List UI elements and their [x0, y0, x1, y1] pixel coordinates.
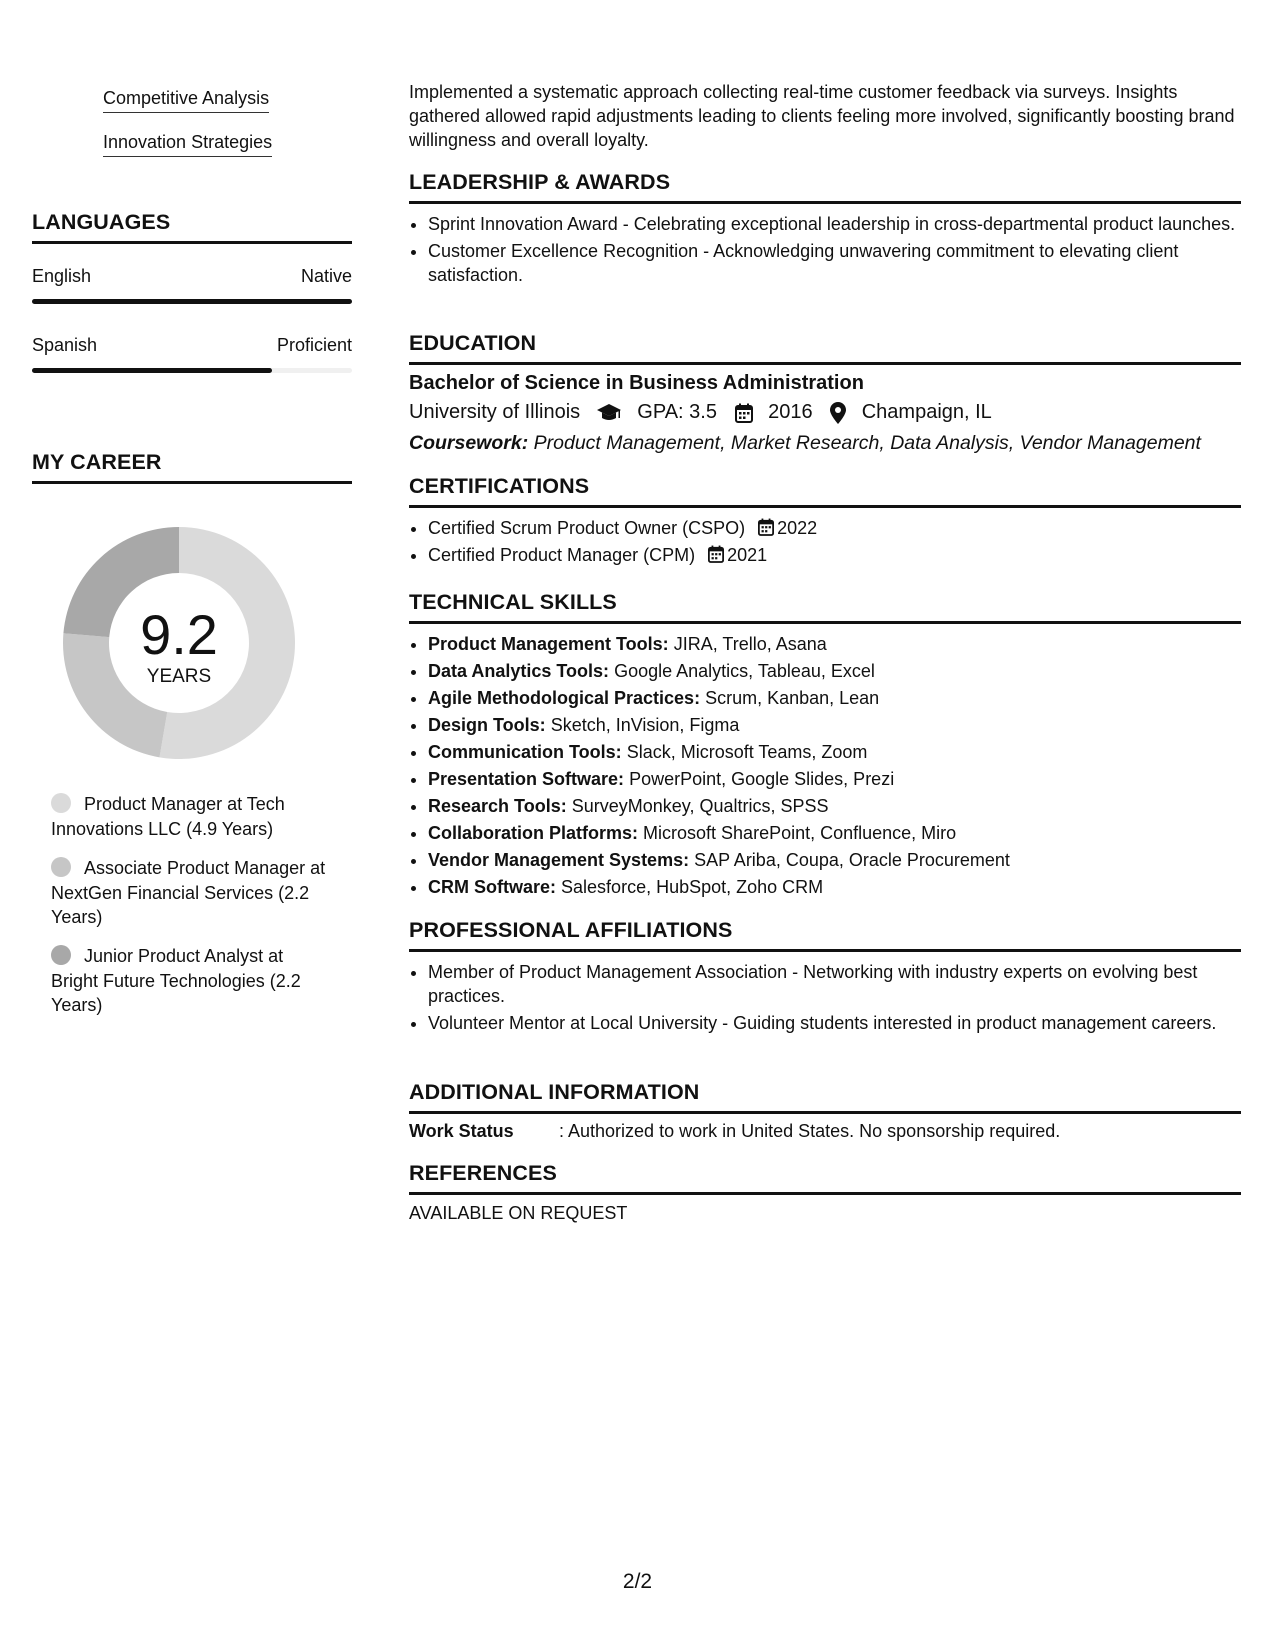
education-coursework	[409, 432, 1201, 455]
education-school: University of Illinois	[409, 401, 581, 424]
language-bar-fill	[32, 299, 352, 304]
technical-skill-value: Salesforce, HubSpot, Zoho CRM	[561, 877, 824, 897]
certifications-title: CERTIFICATIONS	[409, 474, 1241, 508]
language-bar-english	[32, 299, 352, 304]
certification-year: 2022	[777, 518, 818, 538]
intro-paragraph: Implemented a systematic approach collecting real-time customer feedback via surveys. Insights gathered allowed rapid adjustments leading to clients feeling more involved, significantly boosting brand willingness and overall loyalty.	[409, 82, 1235, 150]
location-pin-icon	[830, 402, 846, 424]
calendar-icon	[758, 518, 774, 536]
certifications-list	[409, 516, 1260, 570]
education-details	[409, 401, 992, 424]
technical-skill-label: CRM Software:	[428, 877, 557, 897]
technical-skill-value: Slack, Microsoft Teams, Zoom	[626, 742, 868, 762]
additional-info-title: ADDITIONAL INFORMATION	[409, 1080, 1241, 1114]
technical-skill-item	[428, 875, 1260, 899]
legend-dot-icon	[51, 945, 71, 965]
technical-skill-value: PowerPoint, Google Slides, Prezi	[629, 769, 895, 789]
list-item: • Volunteer Mentor at Local University - Guiding students interested in product management careers.	[428, 1011, 1260, 1035]
career-legend-item	[51, 792, 331, 841]
calendar-icon	[708, 545, 724, 563]
education-title: EDUCATION	[409, 331, 1241, 365]
technical-skill-item	[428, 686, 1260, 710]
language-name: Spanish	[32, 335, 98, 355]
technical-skill-item	[428, 713, 1260, 737]
technical-skill-value: Google Analytics, Tableau, Excel	[614, 661, 875, 681]
skill-competitive-analysis[interactable]: Competitive Analysis	[103, 88, 269, 113]
education-location: Champaign, IL	[861, 401, 992, 424]
references-title: REFERENCES	[409, 1161, 1241, 1195]
technical-skill-item	[428, 740, 1260, 764]
education-gpa: GPA: 3.5	[637, 401, 717, 424]
certification-name: Certified Product Manager (CPM)	[428, 545, 696, 565]
list-item	[428, 543, 1260, 567]
technical-skill-value: JIRA, Trello, Asana	[673, 634, 827, 654]
career-total-unit: YEARS	[146, 666, 212, 687]
list-item	[428, 516, 1260, 540]
technical-skill-item	[428, 659, 1260, 683]
technical-skill-label: Collaboration Platforms:	[428, 823, 639, 843]
certification-year: 2021	[727, 545, 768, 565]
technical-skill-value: Microsoft SharePoint, Confluence, Miro	[643, 823, 957, 843]
list-item: • Member of Product Management Association - Networking with industry experts on evolving best practices.	[428, 960, 1260, 1008]
career-legend-item	[51, 856, 331, 930]
list-item: • Sprint Innovation Award - Celebrating exceptional leadership in cross-departmental product launches.	[428, 212, 1260, 236]
technical-skill-label: Vendor Management Systems:	[428, 850, 690, 870]
career-total-value: 9.2	[140, 603, 218, 666]
technical-skill-label: Data Analytics Tools:	[428, 661, 610, 681]
page-number: 2/2	[622, 1570, 653, 1593]
language-bar-spanish	[32, 368, 352, 373]
calendar-icon	[735, 403, 753, 423]
technical-skill-label: Product Management Tools:	[428, 634, 669, 654]
legend-dot-icon	[51, 857, 71, 877]
skill-innovation-strategies[interactable]: Innovation Strategies	[103, 132, 272, 157]
language-level: Native	[300, 266, 352, 286]
technical-skill-value: Sketch, InVision, Figma	[550, 715, 740, 735]
technical-skills-list	[409, 632, 1260, 902]
technical-skill-value: Scrum, Kanban, Lean	[705, 688, 880, 708]
languages-title: LANGUAGES	[32, 210, 352, 244]
career-title: MY CAREER	[32, 450, 352, 484]
graduation-cap-icon	[596, 403, 622, 423]
leadership-title: LEADERSHIP & AWARDS	[409, 170, 1241, 204]
affiliations-title: PROFESSIONAL AFFILIATIONS	[409, 918, 1241, 952]
education-degree: Bachelor of Science in Business Administration	[409, 372, 864, 394]
technical-skill-item	[428, 821, 1260, 845]
education-year: 2016	[768, 401, 813, 424]
technical-skill-item	[428, 794, 1260, 818]
technical-skill-label: Agile Methodological Practices:	[428, 688, 701, 708]
language-bar-fill	[32, 368, 272, 373]
career-legend-item	[51, 944, 331, 1018]
technical-skill-value: SAP Ariba, Coupa, Oracle Procurement	[694, 850, 1010, 870]
coursework-label: Coursework:	[409, 432, 529, 454]
references-text: AVAILABLE ON REQUEST	[409, 1203, 628, 1223]
language-level: Proficient	[276, 335, 352, 355]
technical-skills-title: TECHNICAL SKILLS	[409, 590, 1241, 624]
technical-skill-label: Communication Tools:	[428, 742, 622, 762]
career-legend-label: Associate Product Manager at NextGen Financial Services (2.2 Years)	[51, 858, 326, 927]
work-status-value: : Authorized to work in United States. No sponsorship required.	[559, 1121, 1061, 1141]
technical-skill-label: Design Tools:	[428, 715, 546, 735]
coursework-value: Product Management, Market Research, Data Analysis, Vendor Management	[533, 432, 1201, 454]
certification-name: Certified Scrum Product Owner (CSPO)	[428, 518, 746, 538]
technical-skill-item	[428, 767, 1260, 791]
technical-skill-item	[428, 632, 1260, 656]
technical-skill-label: Presentation Software:	[428, 769, 625, 789]
technical-skill-value: SurveyMonkey, Qualtrics, SPSS	[571, 796, 829, 816]
work-status	[409, 1121, 1060, 1142]
career-legend-label: Junior Product Analyst at Bright Future Technologies (2.2 Years)	[51, 946, 301, 1015]
work-status-label: Work Status	[409, 1121, 514, 1141]
list-item: • Customer Excellence Recognition - Acknowledging unwavering commitment to elevating client satisfaction.	[428, 239, 1260, 287]
technical-skill-item	[428, 848, 1260, 872]
affiliations-list	[409, 960, 1260, 1038]
technical-skill-label: Research Tools:	[428, 796, 567, 816]
leadership-list	[409, 212, 1260, 290]
language-name: English	[32, 266, 92, 286]
legend-dot-icon	[51, 793, 71, 813]
career-legend-label: Product Manager at Tech Innovations LLC (4.9 Years)	[51, 794, 285, 839]
career-donut-chart	[56, 520, 302, 766]
